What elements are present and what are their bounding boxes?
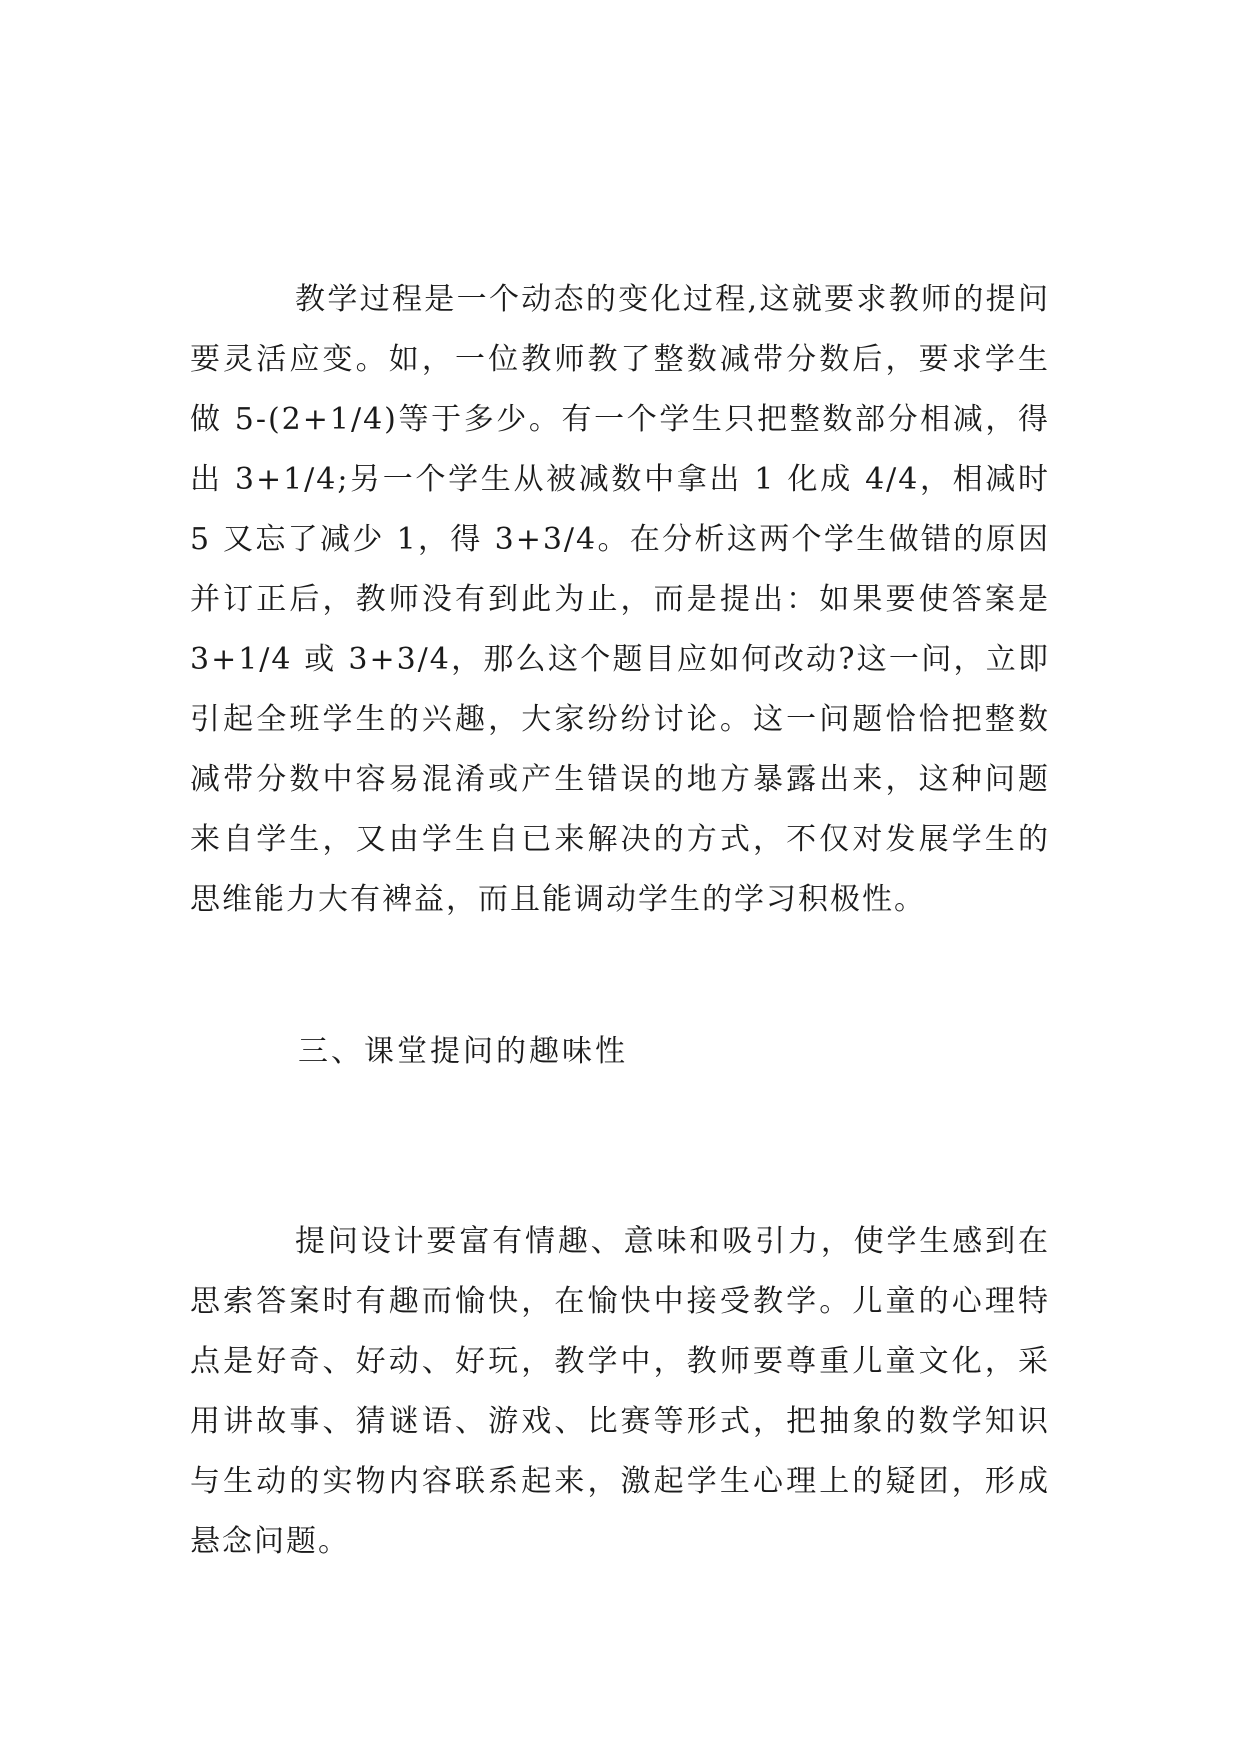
paragraph-dynamic-questioning: 教学过程是一个动态的变化过程,这就要求教师的提问要灵活应变。如，一位教师教了整数减带分数后，要求学生做 5-(2+1/4)等于多少。有一个学生只把整数部分相减，得出 3+1/4;另一个学生从被减数中拿出 1 化成 4/4，相减时 5 又忘了减少 1，得 3+3/4。在分析这两个学生做错的原因并订正后，教师没有到此为止，而是提出：如果要使答案是 3+1/4 或 3+3/4，那么这个题目应如何改动?这一问，立即引起全班学生的兴趣，大家纷纷讨论。这一问题恰恰把整数减带分数中容易混淆或产生错误的地方暴露出来，这种问题来自学生，又由学生自已来解决的方式，不仅对发展学生的思维能力大有裨益，而且能调动学生的学习积极性。: [190, 282, 1050, 917]
paragraph-interesting-questioning: 提问设计要富有情趣、意味和吸引力，使学生感到在思索答案时有趣而愉快，在愉快中接受教学。儿童的心理特点是好奇、好动、好玩，教学中，教师要尊重儿童文化，采用讲故事、猜谜语、游戏、比赛等形式，把抽象的数学知识与生动的实物内容联系起来，激起学生心理上的疑团，形成悬念问题。: [190, 1224, 1050, 1559]
section-heading: 三、课堂提问的趣味性: [298, 1034, 628, 1069]
